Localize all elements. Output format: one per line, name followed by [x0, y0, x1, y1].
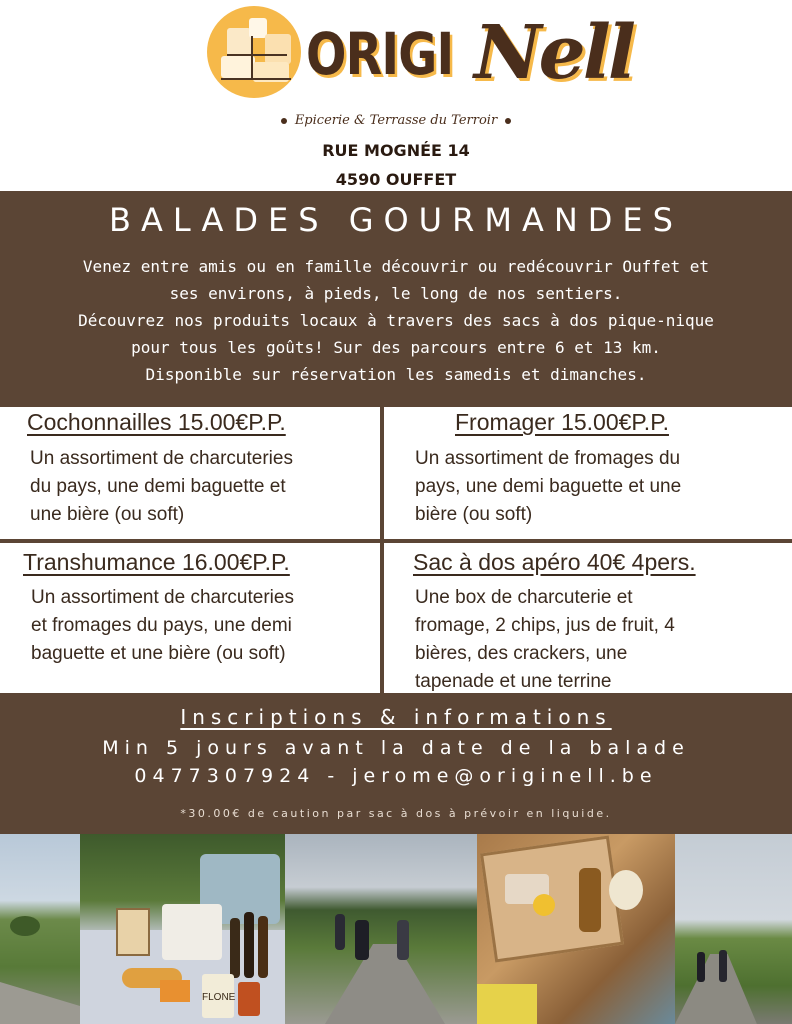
- intro-line: Découvrez nos produits locaux à travers des sacs à dos pique-nique: [78, 311, 714, 330]
- grocery-logo-icon: [207, 6, 301, 98]
- info-deadline: Min 5 jours avant la date de la balade: [102, 737, 690, 759]
- description-line: Un assortiment de charcuteries: [31, 587, 294, 608]
- description-line: bière (ou soft): [415, 504, 533, 525]
- description-line: Un assortiment de fromages du: [415, 448, 681, 469]
- brand-logo: [306, 10, 633, 96]
- tagline: [0, 113, 792, 128]
- bullet-icon: [281, 118, 287, 124]
- description-line: une bière (ou soft): [30, 504, 185, 525]
- description-line: pays, une demi baguette et une: [415, 476, 682, 497]
- intro-line: Disponible sur réservation les samedis et dimanches.: [145, 365, 647, 384]
- menu-cochonnailles-title: Cochonnailles 15.00€P.P.: [27, 409, 286, 435]
- intro-line: ses environs, à pieds, le long de nos sentiers.: [169, 284, 623, 303]
- intro-line: Venez entre amis ou en famille découvrir ou redécouvrir Ouffet et: [82, 257, 710, 276]
- divider-horizontal: [0, 539, 792, 543]
- address-street: RUE MOGNÉE 14: [322, 141, 470, 160]
- photo-strip: [0, 834, 792, 1024]
- divider-vertical: [380, 407, 384, 693]
- picnic-products-photo: [80, 834, 285, 1024]
- info-contact[interactable]: 0477307924 - jerome@originell.be: [134, 765, 658, 787]
- description-line: Une box de charcuterie et: [415, 587, 633, 608]
- menu-apero-title: Sac à dos apéro 40€ 4pers.: [413, 549, 696, 575]
- description-line: et fromages du pays, une demi: [31, 615, 292, 636]
- description-line: bières, des crackers, une: [415, 643, 628, 664]
- info-section: [0, 693, 792, 834]
- menu-fromager-title: Fromager 15.00€P.P.: [455, 409, 669, 435]
- description-line: tapenade et une terrine: [415, 671, 612, 692]
- menu-transhumance-description: [31, 584, 294, 668]
- address-city: 4590 OUFFET: [335, 170, 457, 189]
- description-line: Un assortiment de charcuteries: [30, 448, 293, 469]
- walkers-field-photo: [675, 834, 792, 1024]
- menu-cochonnailles-description: [30, 445, 293, 529]
- brand-name-part2: Nell: [474, 10, 633, 96]
- brand-name-part1: ORIGI: [306, 20, 454, 88]
- bullet-icon: [505, 118, 511, 124]
- intro-line: pour tous les goûts! Sur des parcours entre 6 et 13 km.: [131, 338, 661, 357]
- product-label: FLONE: [202, 974, 234, 1018]
- intro-title: BALADES GOURMANDES: [109, 201, 683, 239]
- tagline-text: Epicerie & Terrasse du Terroir: [294, 113, 498, 128]
- description-line: du pays, une demi baguette et: [30, 476, 286, 497]
- menu-transhumance-title: Transhumance 16.00€P.P.: [23, 549, 290, 575]
- menu-fromager-description: [415, 445, 681, 529]
- menu-apero-description: [415, 584, 675, 696]
- description-line: fromage, 2 chips, jus de fruit, 4: [415, 615, 675, 636]
- aperitif-box-photo: [477, 834, 675, 1024]
- hikers-path-photo: [285, 834, 477, 1024]
- description-line: baguette et une bière (ou soft): [31, 643, 286, 664]
- header: [0, 0, 792, 191]
- info-title: Inscriptions & informations: [180, 705, 612, 729]
- intro-section: [0, 191, 792, 407]
- deposit-note: *30.00€ de caution par sac à dos à prévoir en liquide.: [180, 807, 612, 820]
- menu-grid: [0, 407, 792, 693]
- countryside-road-photo: [0, 834, 80, 1024]
- intro-text: [0, 253, 792, 388]
